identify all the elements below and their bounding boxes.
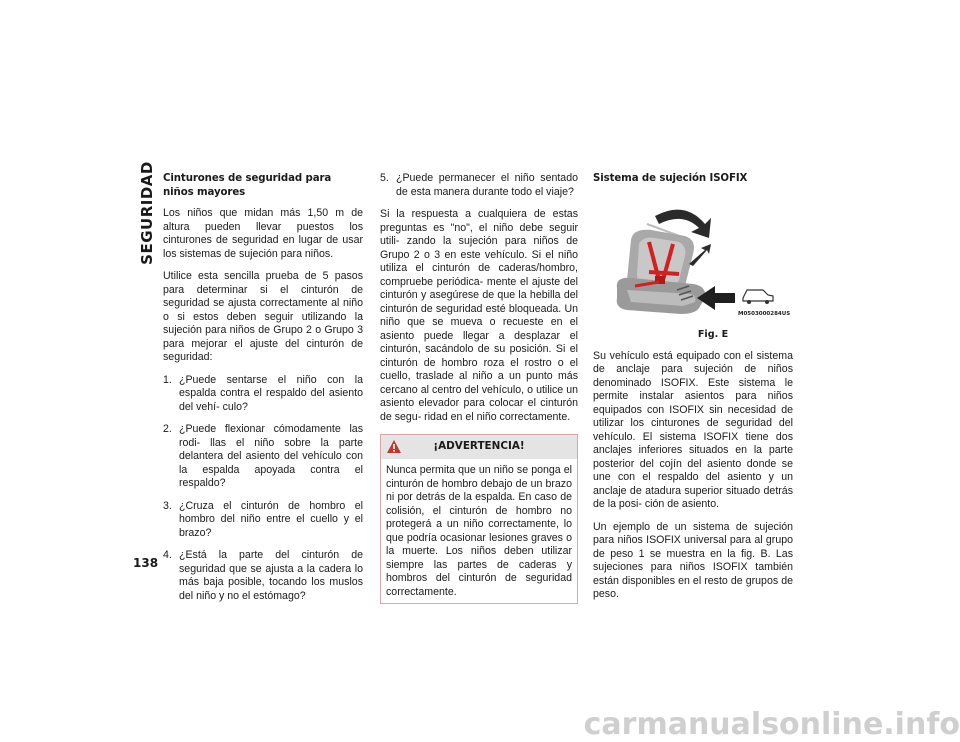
watermark xyxy=(0,705,960,742)
column-1 xyxy=(163,172,363,612)
list-number: 4. xyxy=(163,549,172,561)
list-number: 3. xyxy=(163,499,172,512)
warning-header xyxy=(381,435,577,459)
paragraph: Un ejemplo de un sistema de sujeción para niños ISOFIX universal para al grupo de peso 1 se muestra en la fig. B. Las sujeciones para niños ISOFIX también están disponibles en el resto de grupos de peso. xyxy=(593,520,793,600)
paragraph: Si la respuesta a cualquiera de estas preguntas es "no", el niño debe seguir utili- zando la sujeción para niños de Grupo 2 o 3 en este vehículo. Si el niño utiliza el cinturón de caderas/hombro, compruebe periódica- mente el ajuste del cinturón y asegúrese de que la hebilla del cinturón de seguridad esté bloqueada. Un niño que se mueva o recueste en el asiento puede llegar a desplazar el cinturón, sacándolo de su posición. Si el cinturón de hombro roza el rostro o el cuello, traslade al niño a un punto más cercano al centro del vehículo, o utilice un asiento elevador para colocar el cinturón de segu- ridad en el niño correctamente. xyxy=(380,208,578,423)
paragraph: Su vehículo está equipado con el sistema de anclaje para sujeción de niños denominado ISOFIX. Este sistema le permite instalar asientos para niños equipados con ISOFIX sin necesidad de utilizar los cinturones de seguridad del vehículo. El sistema ISOFIX tiene dos anclajes inferiores situados en la parte posterior del cojín del asiento donde se une con el respaldo del asiento y un anclaje de atadura superior situado detrás de la posi- ción de asiento. xyxy=(593,349,793,510)
list-item xyxy=(163,423,363,491)
list-number: 1. xyxy=(163,373,172,386)
heading-isofix: Sistema de sujeción ISOFIX xyxy=(593,173,748,184)
list-item xyxy=(163,500,363,541)
heading-older-children: Cinturones de seguridad para niños mayores xyxy=(163,173,332,198)
figure-code: M0503000284US xyxy=(738,310,791,317)
list-item xyxy=(380,172,578,199)
section-tab xyxy=(136,161,158,265)
warning-triangle-icon xyxy=(386,439,402,454)
section-tab-label: SEGURIDAD xyxy=(138,161,156,265)
list-text: ¿Puede flexionar cómodamente las rodi- llas el niño sobre la parte delantera del asiento del vehículo con la espalda apoyada contra el respaldo? xyxy=(179,423,363,489)
list-text: ¿Puede permanecer el niño sentado de esta manera durante todo el viaje? xyxy=(396,172,578,198)
paragraph: Los niños que midan más 1,50 m de altura pueden llevar puestos los cinturones de seguridad en lugar de usar los sistemas de sujeción para niños. xyxy=(163,207,363,260)
figure-caption: Fig. E xyxy=(697,329,729,340)
list-number: 2. xyxy=(163,423,172,435)
warning-body: Nunca permita que un niño se ponga el cinturón de hombro debajo de un brazo ni por detrás de la espalda. En caso de colisión, el cinturón de hombro no protegerá a un niño correctamente, lo que podría ocasionar lesiones graves o la muerte. Los niños deben utilizar siempre las partes de caderas y hombros del cinturón de seguridad correctamente. xyxy=(386,464,572,598)
isofix-seat-illustration xyxy=(593,202,793,322)
warning-title: ¡ADVERTENCIA! xyxy=(433,440,525,453)
list-item xyxy=(163,374,363,415)
list-text: ¿Cruza el cinturón de hombro el hombro del niño entre el cuello y el brazo? xyxy=(179,499,363,539)
paragraph: Utilice esta sencilla prueba de 5 pasos para determinar si el cinturón de seguridad se ajusta correctamente al niño o si estos deben seguir utilizando la sujeción para niños de Grupo 2 o Grupo 3 para mejorar el ajuste del cinturón de seguridad: xyxy=(163,270,363,363)
page-number: 138 xyxy=(133,556,159,570)
list-number: 5. xyxy=(380,172,389,184)
column-3 xyxy=(593,172,793,611)
column-2 xyxy=(380,172,578,604)
watermark-text: carmanualsonline.info xyxy=(583,707,960,742)
warning-box xyxy=(380,434,578,604)
list-text: ¿Puede sentarse el niño con la espalda contra el respaldo del asiento del vehí- culo? xyxy=(179,373,363,413)
list-text: ¿Está la parte del cinturón de seguridad que se ajusta a la cadera lo más baja posible, tocando los muslos del niño y no el estómago? xyxy=(179,549,363,602)
list-item xyxy=(163,549,363,603)
